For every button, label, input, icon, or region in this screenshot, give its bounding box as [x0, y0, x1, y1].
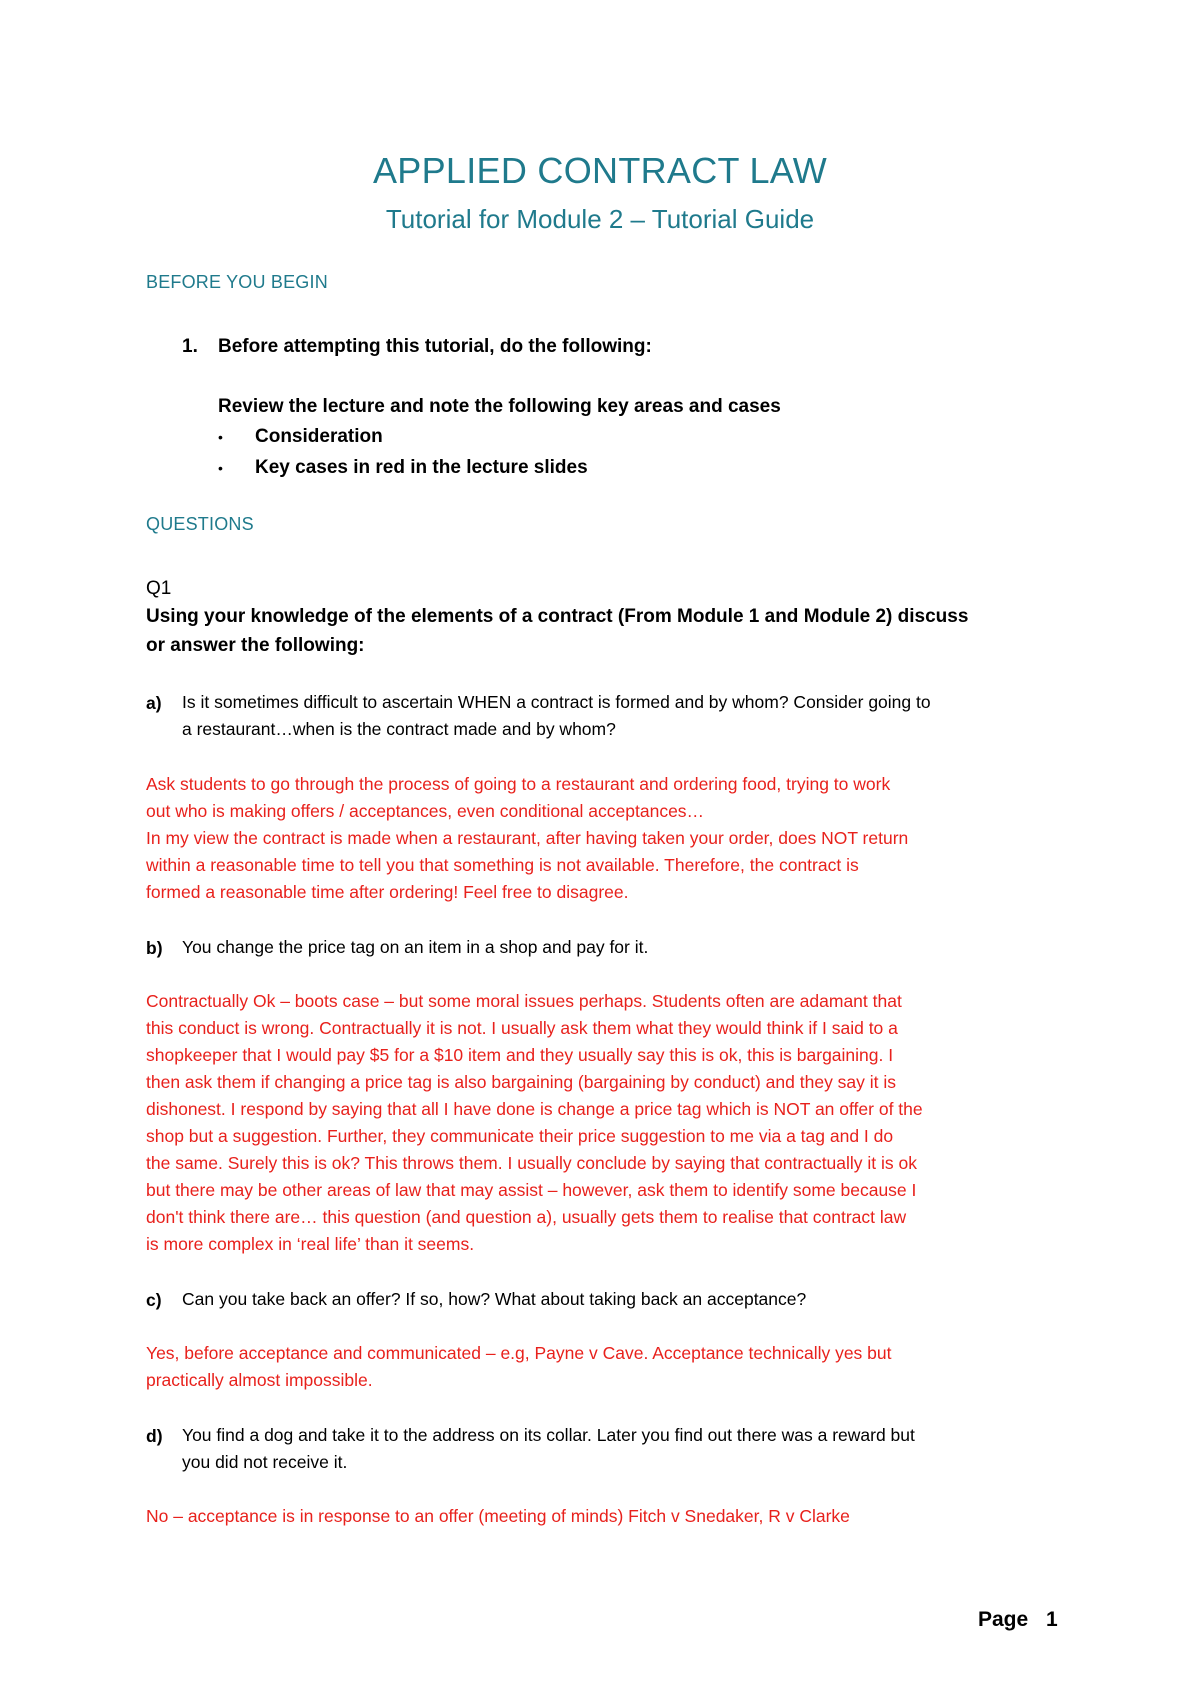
answer-line: out who is making offers / acceptances, even conditional acceptances… — [146, 801, 705, 821]
question-intro-line: or answer the following: — [146, 635, 365, 656]
answer-line: No – acceptance is in response to an offer (meeting of minds) Fitch v Snedaker, R v Clarke — [146, 1506, 850, 1526]
bullet-item: Key cases in red in the lecture slides — [255, 457, 588, 478]
page-label: Page — [978, 1608, 1029, 1631]
answer-line: practically almost impossible. — [146, 1370, 373, 1390]
review-instruction: Review the lecture and note the following key areas and cases — [218, 396, 781, 417]
question-line: You find a dog and take it to the address on its collar. Later you find out there was a reward but — [182, 1425, 915, 1445]
question-line: You change the price tag on an item in a shop and pay for it. — [182, 937, 649, 957]
list-number: 1. — [182, 336, 198, 357]
answer-line: this conduct is wrong. Contractually it is not. I usually ask them what they would think if I said to a — [146, 1018, 898, 1038]
answer-line: then ask them if changing a price tag is also bargaining (bargaining by conduct) and they say it is — [146, 1072, 897, 1092]
document-subtitle: Tutorial for Module 2 – Tutorial Guide — [385, 204, 815, 234]
document-title: APPLIED CONTRACT LAW — [372, 150, 828, 191]
answer-line: shopkeeper that I would pay $5 for a $10 item and they usually say this is ok, this is bargaining. I — [146, 1045, 894, 1065]
answer-line: within a reasonable time to tell you that something is not available. Therefore, the contract is — [146, 855, 859, 875]
section-heading-questions: QUESTIONS — [146, 514, 254, 534]
answer-line: Yes, before acceptance and communicated – e.g, Payne v Cave. Acceptance technically yes but — [146, 1343, 892, 1363]
question-label: c) — [146, 1290, 162, 1310]
question-intro-line: Using your knowledge of the elements of a contract (From Module 1 and Module 2) discuss — [146, 606, 969, 627]
question-line: you did not receive it. — [182, 1452, 348, 1472]
question-line: Is it sometimes difficult to ascertain WHEN a contract is formed and by whom? Consider going to — [182, 692, 931, 712]
question-label: b) — [146, 938, 163, 958]
question-line: Can you take back an offer? If so, how? What about taking back an acceptance? — [182, 1289, 807, 1309]
answer-line: the same. Surely this is ok? This throws them. I usually conclude by saying that contractually it is ok — [146, 1153, 917, 1173]
question-label: d) — [146, 1426, 163, 1446]
bullet-item: Consideration — [255, 426, 383, 447]
question-line: a restaurant…when is the contract made and by whom? — [182, 719, 616, 739]
answer-line: shop but a suggestion. Further, they communicate their price suggestion to me via a tag and I do — [146, 1126, 894, 1146]
answer-line: don't think there are… this question (and question a), usually gets them to realise that contract law — [146, 1207, 907, 1227]
question-number: Q1 — [146, 578, 172, 599]
question-label: a) — [146, 693, 162, 713]
answer-line: In my view the contract is made when a restaurant, after having taken your order, does NOT return — [146, 828, 909, 848]
bullet-icon: • — [218, 460, 223, 476]
page-number: 1 — [1046, 1608, 1058, 1631]
bullet-icon: • — [218, 429, 223, 445]
answer-line: Ask students to go through the process of going to a restaurant and ordering food, trying to work — [146, 774, 891, 794]
section-heading-before: BEFORE YOU BEGIN — [146, 272, 328, 292]
answer-line: dishonest. I respond by saying that all I have done is change a price tag which is NOT an offer of the — [146, 1099, 923, 1119]
answer-line: formed a reasonable time after ordering! Feel free to disagree. — [146, 882, 629, 902]
answer-line: but there may be other areas of law that may assist – however, ask them to identify some because I — [146, 1180, 917, 1200]
answer-line: Contractually Ok – boots case – but some moral issues perhaps. Students often are adamant that — [146, 991, 902, 1011]
list-item-text: Before attempting this tutorial, do the following: — [218, 336, 652, 357]
answer-line: is more complex in ‘real life’ than it seems. — [146, 1234, 475, 1254]
